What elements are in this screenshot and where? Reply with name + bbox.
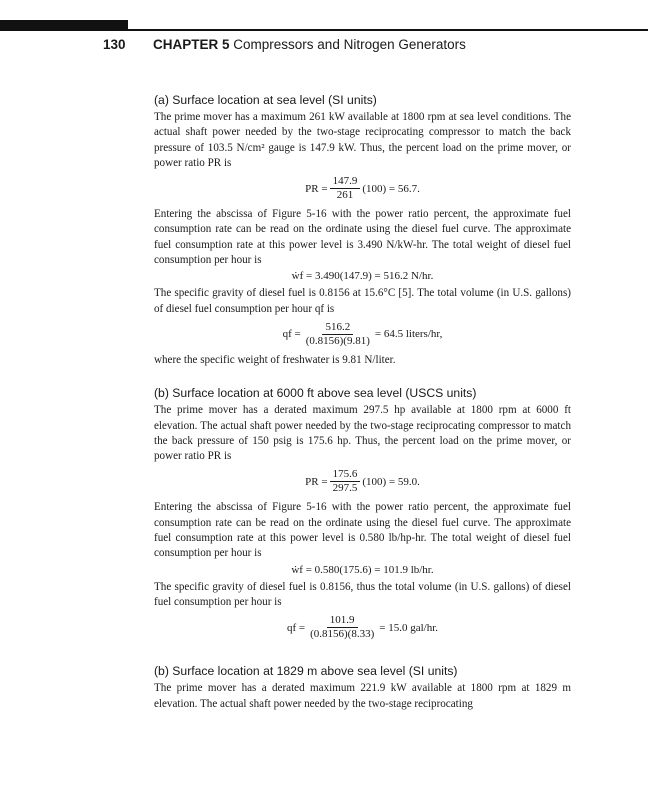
paragraph: The prime mover has a maximum 261 kW available at 1800 rpm at sea level conditions. The actual shaft power needed by the two-stage reciprocating compressor to match the back pressure of 103.5 N/cm² gauge is 147.9 kW. Thus, the percent load on the prime mover, or power ratio PR is	[154, 111, 571, 169]
numerator: 147.9	[330, 175, 361, 189]
chapter-label: CHAPTER 5	[153, 37, 230, 52]
equation-rhs: = 64.5 liters/hr,	[374, 328, 443, 341]
paragraph: The prime mover has a derated maximum 297.5 hp available at 1800 rpm at 6000 ft elevation. The actual shaft power needed by the two-stage reciprocating compressor to match the back pressure of 150 psig is 175.6 hp. Thus, the percent load on the prime mover, or power ratio PR is	[154, 404, 571, 463]
fraction	[307, 614, 377, 641]
equation-fuel-weight: ẇf = 3.490(147.9) = 516.2 N/hr.	[291, 270, 434, 283]
paragraph: Entering the abscissa of Figure 5-16 with the power ratio percent, the approximate fuel consumption rate can be read on the ordinate using the diesel fuel curve. The approximate fuel consumption rate at this power level is 3.490 N/kW-hr. The total weight of diesel fuel consumption per hour is	[154, 208, 571, 267]
fraction	[303, 321, 373, 348]
denominator: 261	[336, 189, 354, 202]
chapter-heading	[153, 37, 466, 52]
denominator: (0.8156)(8.33)	[310, 628, 375, 641]
equation-fuel-volume	[154, 321, 571, 348]
numerator: 516.2	[322, 321, 353, 335]
chapter-title: Compressors and Nitrogen Generators	[233, 37, 466, 52]
denominator: 297.5	[332, 482, 358, 495]
section-heading-6000-ft: (b) Surface location at 6000 ft above sea level (USCS units)	[154, 386, 477, 401]
header-rule-line	[128, 29, 648, 31]
numerator: 175.6	[330, 468, 361, 482]
fraction	[330, 468, 361, 495]
equation-rhs: (100) = 56.7.	[362, 182, 420, 195]
fraction	[330, 175, 361, 202]
equation-power-ratio	[154, 175, 571, 202]
section-heading-sea-level: (a) Surface location at sea level (SI units)	[154, 93, 377, 107]
section-heading-1829-m: (b) Surface location at 1829 m above sea level (SI units)	[154, 664, 458, 679]
paragraph: where the specific weight of freshwater is 9.81 N/liter.	[154, 353, 396, 366]
equation-rhs: (100) = 59.0.	[362, 475, 420, 488]
equation-lhs: PR =	[305, 475, 328, 488]
running-header	[0, 37, 648, 55]
equation-rhs: = 15.0 gal/hr.	[379, 621, 439, 634]
equation-fuel-weight: ẇf = 0.580(175.6) = 101.9 lb/hr.	[291, 563, 434, 576]
numerator: 101.9	[327, 614, 358, 628]
denominator: (0.8156)(9.81)	[305, 334, 370, 347]
page-number: 130	[103, 37, 126, 52]
equation-lhs: qf =	[282, 328, 301, 341]
equation-lhs: qf =	[286, 621, 306, 634]
page-body	[154, 92, 571, 712]
equation-fuel-volume	[154, 614, 571, 641]
header-rule-bar	[0, 20, 128, 31]
equation-power-ratio	[154, 468, 571, 495]
paragraph: The specific gravity of diesel fuel is 0.8156, thus the total volume (in U.S. gallons) of diesel fuel consumption per hour is	[154, 580, 571, 608]
paragraph: The prime mover has a derated maximum 221.9 kW available at 1800 rpm at 1829 m elevation. The actual shaft power needed by the two-stage reciprocating	[154, 682, 571, 710]
equation-lhs: PR =	[305, 182, 328, 195]
paragraph: Entering the abscissa of Figure 5-16 with the power ratio percent, the approximate fuel consumption rate can be read on the ordinate using the diesel fuel curve. The approximate fuel consumption rate at this power level is 0.580 lb/hp-hr. The total weight of diesel fuel consumption per hour is	[154, 501, 571, 560]
paragraph: The specific gravity of diesel fuel is 0.8156 at 15.6°C [5]. The total volume (in U.S. gallons) of diesel fuel consumption per hour qf is	[154, 287, 571, 315]
